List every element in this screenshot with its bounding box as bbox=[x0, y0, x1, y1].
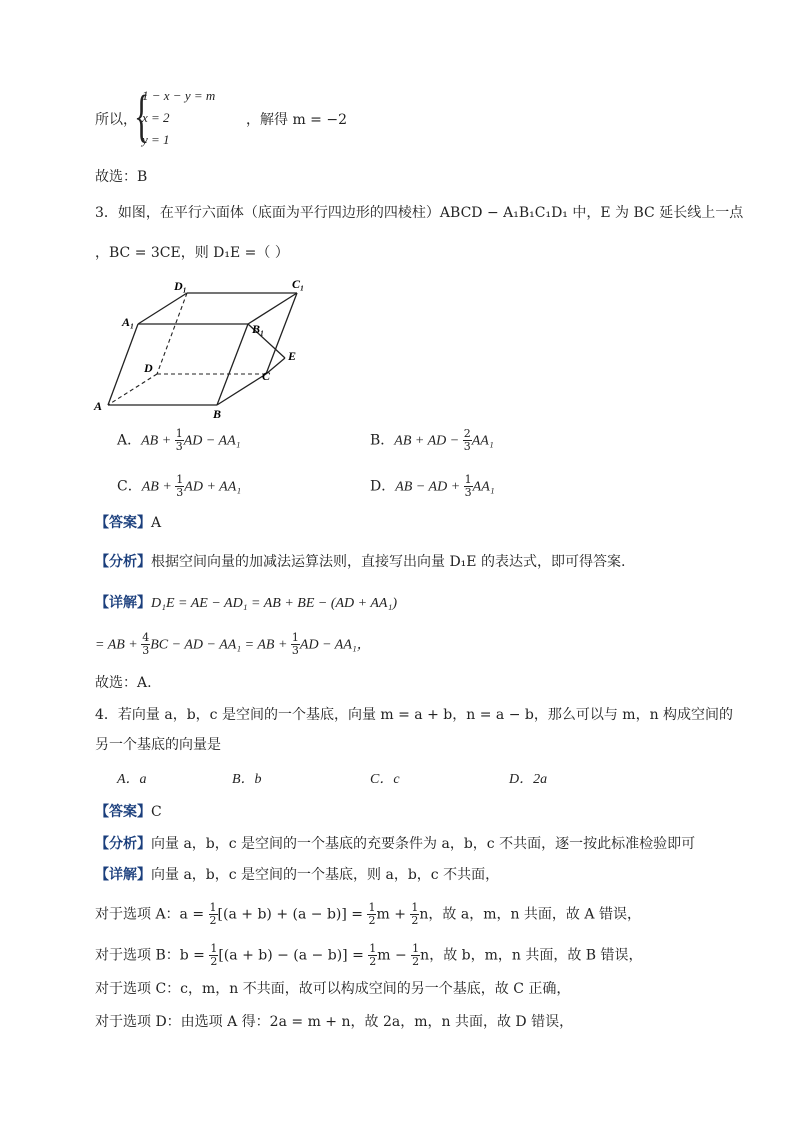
q4-option-b[interactable]: B．b bbox=[232, 772, 262, 787]
q3-choice: 故选：A. bbox=[95, 675, 152, 691]
label-a1: A₁ bbox=[122, 315, 135, 329]
q3-analysis: 【分析】根据空间向量的加减法运算法则，直接写出向量 D₁E 的表达式，即可得答案. bbox=[95, 554, 626, 570]
label-e: E bbox=[288, 349, 297, 363]
q3-stem-line1: 3．如图，在平行六面体（底面为平行四边形的四棱柱）ABCD − A₁B₁C₁D₁ 中，E 为 BC 延长线上一点 bbox=[95, 205, 744, 221]
parallelepiped-figure bbox=[90, 276, 320, 421]
q4-answer: 【答案】C bbox=[95, 804, 162, 820]
q4-option-c[interactable]: C．c bbox=[370, 772, 400, 787]
option-text: AB + AD − bbox=[394, 433, 463, 449]
solve-result: ，解得 m = −2 bbox=[246, 112, 347, 128]
q3-option-c[interactable] bbox=[117, 474, 241, 499]
q4-analysis: 【分析】向量 a，b，c 是空间的一个基底的充要条件为 a，b，c 不共面，逐一按此标准检验即可 bbox=[95, 836, 696, 852]
q4-option-b-analysis: 对于选项 B：b = $\frac{1}{2}$ [(a + b) − (a − b)] = $\frac{1}{2}$ m − $\frac{1}{2}$ n，故 b，m，n 共面，故 B 错误， bbox=[95, 942, 643, 968]
q3-detail-line1: 【详解】D₁E = AE − AD₁ = AB + BE − (AD + AA₁) bbox=[95, 595, 397, 611]
q3-detail-line2: = AB + $\frac{4}{3}$ BC − AD − AA₁ = AB + $\frac{1}{3}$ AD − AA₁， bbox=[95, 631, 371, 657]
option-text: AA₁ bbox=[471, 433, 494, 449]
q4-detail: 【详解】向量 a，b，c 是空间的一个基底，则 a，b，c 不共面， bbox=[95, 867, 500, 883]
q4-stem-line2: 另一个基底的向量是 bbox=[95, 737, 221, 753]
q3-answer: 【答案】A bbox=[95, 515, 162, 531]
q4-option-d-analysis: 对于选项 D：由选项 A 得：2a = m + n，故 2a，m，n 共面，故 D 错误， bbox=[95, 1014, 574, 1030]
choice-text: 故选：B bbox=[95, 169, 148, 185]
option-label: A． bbox=[117, 432, 142, 449]
q4-option-a-analysis: 对于选项 A：a = $\frac{1}{2}$ [(a + b) + (a − b)] = $\frac{1}{2}$ m + $\frac{1}{2}$ n，故 a，m，n 共面，故 A 错误， bbox=[95, 901, 641, 927]
option-text: AD − AA₁ bbox=[183, 433, 241, 449]
equation-1: 1 − x − y = m bbox=[142, 88, 216, 103]
fraction: $\frac{1}{3}$ bbox=[464, 473, 472, 499]
equation-2: x = 2 bbox=[142, 110, 170, 125]
fraction: $\frac{1}{3}$ bbox=[175, 427, 183, 453]
label-a: A bbox=[94, 399, 103, 413]
option-label: D． bbox=[370, 478, 396, 495]
q4-option-d[interactable]: D．2a bbox=[509, 772, 548, 787]
so-prefix: 所以， bbox=[95, 112, 137, 128]
q3-option-b[interactable] bbox=[370, 428, 494, 453]
q3-option-a[interactable] bbox=[117, 428, 241, 453]
q4-stem-line1: 4．若向量 a，b，c 是空间的一个基底，向量 m = a + b，n = a − b，那么可以与 m，n 构成空间的 bbox=[95, 707, 734, 723]
option-text: AB + bbox=[141, 479, 176, 495]
label-b: B bbox=[213, 407, 222, 421]
q3-stem-line2: ，BC = 3CE，则 D₁E =（ ） bbox=[95, 245, 289, 261]
q3-option-d[interactable] bbox=[370, 474, 495, 499]
option-text: AB − AD + bbox=[395, 479, 464, 495]
option-label: B． bbox=[370, 432, 395, 449]
label-d1: D₁ bbox=[174, 279, 187, 293]
system-brace: { bbox=[134, 83, 150, 148]
option-text: AB + bbox=[141, 433, 175, 449]
label-c: C bbox=[262, 369, 271, 383]
q4-option-c-analysis: 对于选项 C：c，m，n 不共面，故可以构成空间的另一个基底，故 C 正确， bbox=[95, 981, 571, 997]
option-text: AD + AA₁ bbox=[184, 479, 242, 495]
label-c1: C₁ bbox=[292, 277, 305, 291]
fraction: $\frac{2}{3}$ bbox=[463, 427, 471, 453]
label-d: D bbox=[144, 361, 153, 375]
q4-option-a[interactable]: A．a bbox=[117, 772, 147, 787]
fraction: $\frac{1}{3}$ bbox=[176, 473, 184, 499]
option-label: C． bbox=[117, 478, 142, 495]
option-text: AA₁ bbox=[472, 479, 495, 495]
label-b1: B₁ bbox=[252, 322, 265, 336]
equation-3: y = 1 bbox=[142, 132, 170, 147]
